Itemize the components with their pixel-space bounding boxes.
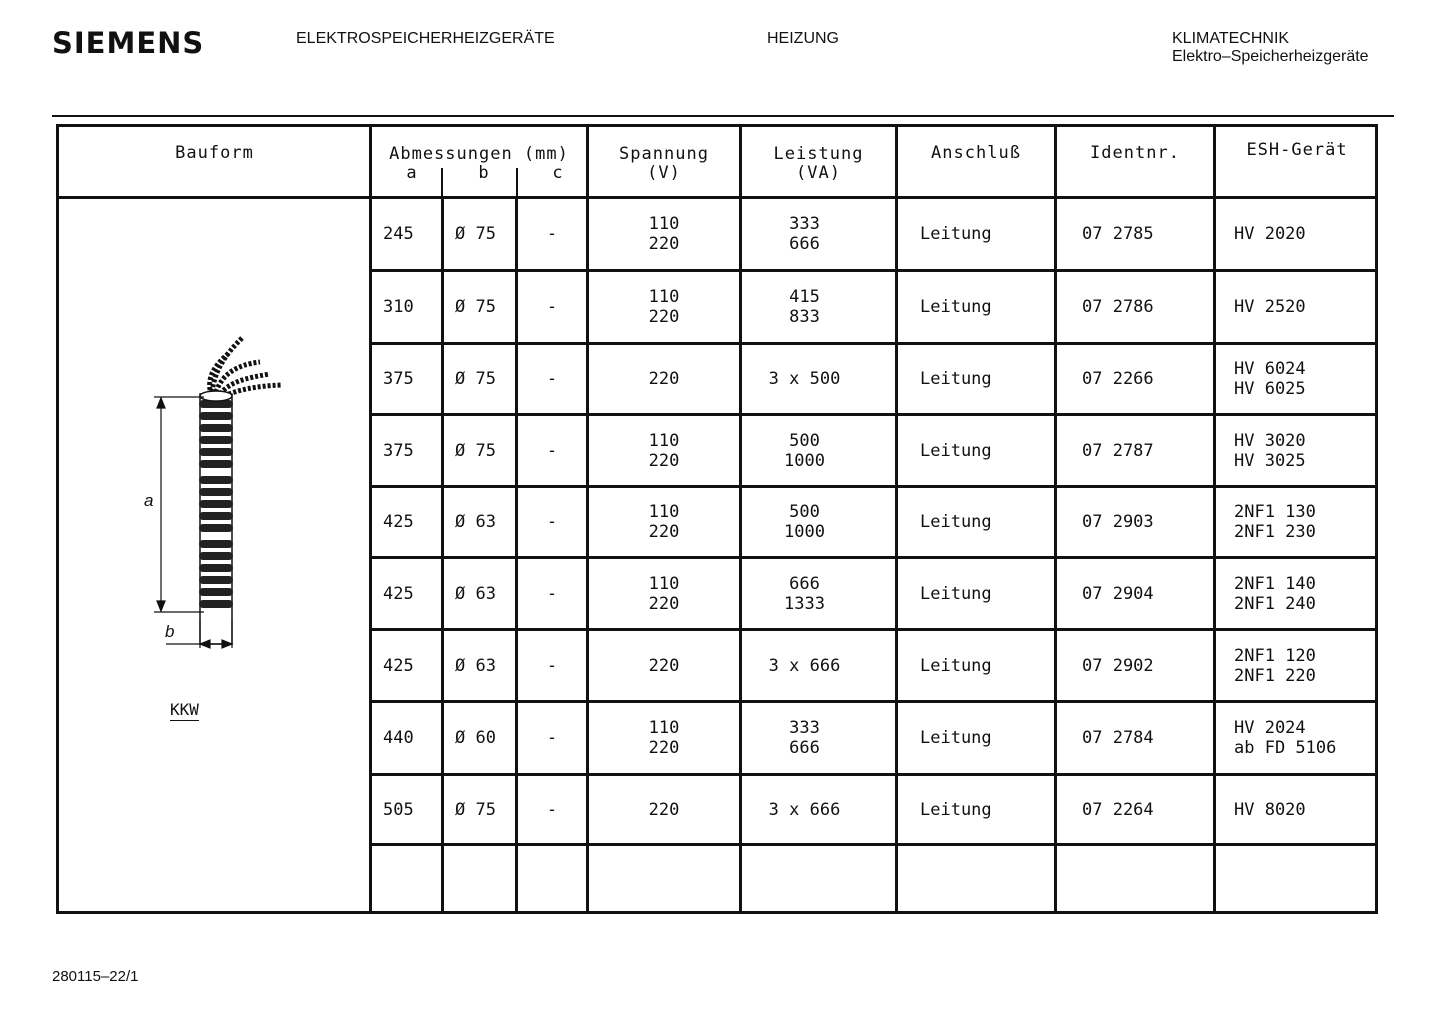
cell-line: 07 2266 bbox=[1082, 369, 1154, 389]
cell-c bbox=[518, 369, 586, 389]
cell-line: 245 bbox=[383, 224, 414, 244]
cell-line: Leitung bbox=[920, 656, 992, 676]
cell-c bbox=[518, 728, 586, 748]
cell-line: 666 bbox=[789, 234, 820, 254]
cell-esh bbox=[1234, 224, 1374, 244]
cell-line: 220 bbox=[648, 800, 680, 820]
cell-ident bbox=[1082, 584, 1212, 604]
cell-a bbox=[383, 800, 441, 820]
cell-c bbox=[518, 297, 586, 317]
cell-line: 110 bbox=[648, 287, 680, 307]
row-line bbox=[369, 628, 1378, 631]
cell-line: 07 2787 bbox=[1082, 441, 1154, 461]
cell-p bbox=[742, 214, 867, 254]
brand-logo: SIEMENS bbox=[52, 26, 205, 60]
cell-esh bbox=[1234, 646, 1374, 686]
cell-esh bbox=[1234, 359, 1374, 399]
cell-line: - bbox=[546, 512, 558, 532]
cell-line: Ø 75 bbox=[455, 800, 496, 820]
cell-line: - bbox=[546, 656, 558, 676]
document-number: 280115–22/1 bbox=[52, 968, 139, 985]
col-divider bbox=[1054, 124, 1057, 914]
col-divider bbox=[1213, 124, 1216, 914]
cell-b bbox=[455, 441, 515, 461]
cell-line: 3 x 500 bbox=[768, 369, 841, 389]
row-line bbox=[369, 843, 1378, 846]
cell-line: 220 bbox=[648, 369, 680, 389]
cell-line: 220 bbox=[648, 656, 680, 676]
cell-ident bbox=[1082, 441, 1212, 461]
cell-line: 2NF1 120 bbox=[1234, 646, 1316, 666]
cable-wires-icon bbox=[210, 338, 282, 396]
header-anschluss: Anschluß bbox=[931, 143, 1021, 163]
cell-line: 1000 bbox=[784, 451, 825, 471]
cell-b bbox=[455, 224, 515, 244]
cell-p bbox=[742, 718, 867, 758]
cell-anschluss bbox=[920, 369, 1050, 389]
cell-line: HV 6024 bbox=[1234, 359, 1306, 379]
cell-line: HV 6025 bbox=[1234, 379, 1306, 399]
cell-line: - bbox=[546, 224, 558, 244]
cell-v bbox=[589, 287, 739, 327]
cell-v bbox=[589, 656, 739, 676]
cell-line: 110 bbox=[648, 214, 680, 234]
cell-line: 3 x 666 bbox=[768, 800, 841, 820]
cell-line: 07 2903 bbox=[1082, 512, 1154, 532]
cell-line: Ø 75 bbox=[455, 224, 496, 244]
header-leistung: Leistung bbox=[773, 144, 864, 164]
cell-anschluss bbox=[920, 800, 1050, 820]
cell-line: Leitung bbox=[920, 584, 992, 604]
cell-line: 440 bbox=[383, 728, 414, 748]
header-identnr: Identnr. bbox=[1090, 143, 1180, 163]
dimension-a-icon bbox=[154, 397, 204, 612]
cell-line: HV 2020 bbox=[1234, 224, 1306, 244]
header-a: a bbox=[406, 163, 418, 183]
cell-ident bbox=[1082, 369, 1212, 389]
cell-v bbox=[589, 800, 739, 820]
cell-line: 220 bbox=[648, 522, 680, 542]
cell-a bbox=[383, 656, 441, 676]
header-spannung-unit: (V) bbox=[647, 163, 681, 183]
cell-v bbox=[589, 574, 739, 614]
header-right bbox=[1172, 30, 1369, 66]
cell-line: 425 bbox=[383, 512, 414, 532]
cell-line: - bbox=[546, 728, 558, 748]
cell-line: 333 bbox=[789, 718, 820, 738]
header-leistung-unit: (VA) bbox=[796, 163, 841, 183]
cell-a bbox=[383, 512, 441, 532]
cell-line: 220 bbox=[648, 307, 680, 327]
cell-line: 07 2786 bbox=[1082, 297, 1154, 317]
header-c: c bbox=[552, 163, 564, 183]
cell-line: 220 bbox=[648, 451, 680, 471]
cell-line: Ø 75 bbox=[455, 297, 496, 317]
cell-esh bbox=[1234, 502, 1374, 542]
cell-line: Ø 63 bbox=[455, 656, 496, 676]
cell-line: 425 bbox=[383, 584, 414, 604]
cell-line: 2NF1 220 bbox=[1234, 666, 1316, 686]
cell-v bbox=[589, 214, 739, 254]
cell-line: 2NF1 130 bbox=[1234, 502, 1316, 522]
cell-line: HV 3025 bbox=[1234, 451, 1306, 471]
cell-line: HV 2024 bbox=[1234, 718, 1306, 738]
cell-line: 07 2784 bbox=[1082, 728, 1154, 748]
cell-line: Leitung bbox=[920, 728, 992, 748]
cell-line: 1000 bbox=[784, 522, 825, 542]
cell-line: 220 bbox=[648, 738, 680, 758]
cell-a bbox=[383, 369, 441, 389]
header-esh: ESH-Gerät bbox=[1246, 140, 1348, 160]
col-divider bbox=[441, 196, 444, 914]
coil-body-icon bbox=[199, 391, 233, 644]
header-right-line2: Elektro–Speicherheizgeräte bbox=[1172, 48, 1369, 65]
cell-line: 425 bbox=[383, 656, 414, 676]
header-row-line bbox=[56, 196, 1378, 199]
cell-line: - bbox=[546, 441, 558, 461]
cell-p bbox=[742, 502, 867, 542]
cell-line: 415 bbox=[789, 287, 820, 307]
cell-esh bbox=[1234, 718, 1374, 758]
cell-c bbox=[518, 800, 586, 820]
cell-line: 2NF1 240 bbox=[1234, 594, 1316, 614]
cell-line: 110 bbox=[648, 718, 680, 738]
cell-line: 375 bbox=[383, 369, 414, 389]
header-b: b bbox=[478, 163, 490, 183]
cell-anschluss bbox=[920, 584, 1050, 604]
cell-b bbox=[455, 369, 515, 389]
cell-line: 220 bbox=[648, 234, 680, 254]
cell-line: ab FD 5106 bbox=[1234, 738, 1337, 758]
cell-anschluss bbox=[920, 728, 1050, 748]
row-line bbox=[369, 773, 1378, 776]
row-line bbox=[369, 556, 1378, 559]
cell-line: Leitung bbox=[920, 441, 992, 461]
cell-line: 333 bbox=[789, 214, 820, 234]
cell-line: Leitung bbox=[920, 297, 992, 317]
header-right-line1: KLIMATECHNIK bbox=[1172, 30, 1290, 47]
cell-ident bbox=[1082, 656, 1212, 676]
cell-c bbox=[518, 512, 586, 532]
cell-ident bbox=[1082, 728, 1212, 748]
cell-line: HV 3020 bbox=[1234, 431, 1306, 451]
cell-line: Ø 75 bbox=[455, 369, 496, 389]
cell-line: 833 bbox=[789, 307, 820, 327]
cell-p bbox=[742, 369, 867, 389]
cell-line: 505 bbox=[383, 800, 414, 820]
cell-line: 110 bbox=[648, 574, 680, 594]
cell-line: 07 2785 bbox=[1082, 224, 1154, 244]
cell-c bbox=[518, 656, 586, 676]
model-label: KKW bbox=[170, 700, 199, 719]
row-line bbox=[369, 413, 1378, 416]
cell-p bbox=[742, 656, 867, 676]
cell-line: 220 bbox=[648, 594, 680, 614]
cell-b bbox=[455, 584, 515, 604]
cell-c bbox=[518, 584, 586, 604]
cell-anschluss bbox=[920, 441, 1050, 461]
cell-line: 500 bbox=[789, 431, 820, 451]
cell-p bbox=[742, 287, 867, 327]
cell-ident bbox=[1082, 512, 1212, 532]
cell-line: 666 bbox=[789, 738, 820, 758]
cell-line: 07 2264 bbox=[1082, 800, 1154, 820]
cell-p bbox=[742, 574, 867, 614]
cell-v bbox=[589, 369, 739, 389]
cell-a bbox=[383, 728, 441, 748]
cell-line: 3 x 666 bbox=[768, 656, 841, 676]
header-spannung: Spannung bbox=[619, 144, 709, 164]
cell-b bbox=[455, 656, 515, 676]
cell-esh bbox=[1234, 800, 1374, 820]
cell-line: 1333 bbox=[784, 594, 825, 614]
cell-v bbox=[589, 502, 739, 542]
cell-line: HV 8020 bbox=[1234, 800, 1306, 820]
cell-line: Leitung bbox=[920, 224, 992, 244]
cell-anschluss bbox=[920, 224, 1050, 244]
header-rule bbox=[52, 115, 1394, 117]
cell-line: Ø 63 bbox=[455, 512, 496, 532]
cell-line: 110 bbox=[648, 431, 680, 451]
cell-line: Leitung bbox=[920, 369, 992, 389]
cell-line: 666 bbox=[789, 574, 820, 594]
cell-v bbox=[589, 431, 739, 471]
cell-b bbox=[455, 800, 515, 820]
cell-a bbox=[383, 441, 441, 461]
cell-line: 375 bbox=[383, 441, 414, 461]
cell-b bbox=[455, 512, 515, 532]
cell-ident bbox=[1082, 800, 1212, 820]
category-title: HEIZUNG bbox=[767, 30, 839, 47]
col-divider bbox=[895, 124, 898, 914]
cell-anschluss bbox=[920, 512, 1050, 532]
cell-line: HV 2520 bbox=[1234, 297, 1306, 317]
cell-line: 2NF1 230 bbox=[1234, 522, 1316, 542]
row-line bbox=[369, 700, 1378, 703]
cell-anschluss bbox=[920, 297, 1050, 317]
col-divider bbox=[369, 124, 372, 914]
cell-line: - bbox=[546, 297, 558, 317]
cell-b bbox=[455, 728, 515, 748]
header-abmessungen: Abmessungen (mm) bbox=[389, 144, 569, 164]
cell-c bbox=[518, 224, 586, 244]
cell-a bbox=[383, 584, 441, 604]
cell-line: 110 bbox=[648, 502, 680, 522]
cell-anschluss bbox=[920, 656, 1050, 676]
row-line bbox=[369, 485, 1378, 488]
cell-c bbox=[518, 441, 586, 461]
section-title: ELEKTROSPEICHERHEIZGERÄTE bbox=[296, 30, 555, 47]
header-bauform: Bauform bbox=[175, 143, 254, 163]
cell-esh bbox=[1234, 297, 1374, 317]
cell-line: Leitung bbox=[920, 800, 992, 820]
cell-line: Leitung bbox=[920, 512, 992, 532]
cell-a bbox=[383, 297, 441, 317]
row-line bbox=[369, 342, 1378, 345]
cell-line: - bbox=[546, 800, 558, 820]
cell-b bbox=[455, 297, 515, 317]
cell-line: 500 bbox=[789, 502, 820, 522]
cell-line: Ø 60 bbox=[455, 728, 496, 748]
cell-v bbox=[589, 718, 739, 758]
dimension-a-label: a bbox=[144, 491, 154, 510]
dimension-b-label: b bbox=[165, 622, 175, 641]
row-line bbox=[369, 269, 1378, 272]
cell-a bbox=[383, 224, 441, 244]
cell-ident bbox=[1082, 224, 1212, 244]
cell-line: Ø 63 bbox=[455, 584, 496, 604]
cell-ident bbox=[1082, 297, 1212, 317]
cell-line: 2NF1 140 bbox=[1234, 574, 1316, 594]
cell-line: Ø 75 bbox=[455, 441, 496, 461]
cell-line: 07 2902 bbox=[1082, 656, 1154, 676]
cell-esh bbox=[1234, 431, 1374, 471]
cell-esh bbox=[1234, 574, 1374, 614]
cell-line: - bbox=[546, 584, 558, 604]
cell-line: 07 2904 bbox=[1082, 584, 1154, 604]
cell-p bbox=[742, 800, 867, 820]
cell-p bbox=[742, 431, 867, 471]
cell-line: 310 bbox=[383, 297, 414, 317]
cell-line: - bbox=[546, 369, 558, 389]
